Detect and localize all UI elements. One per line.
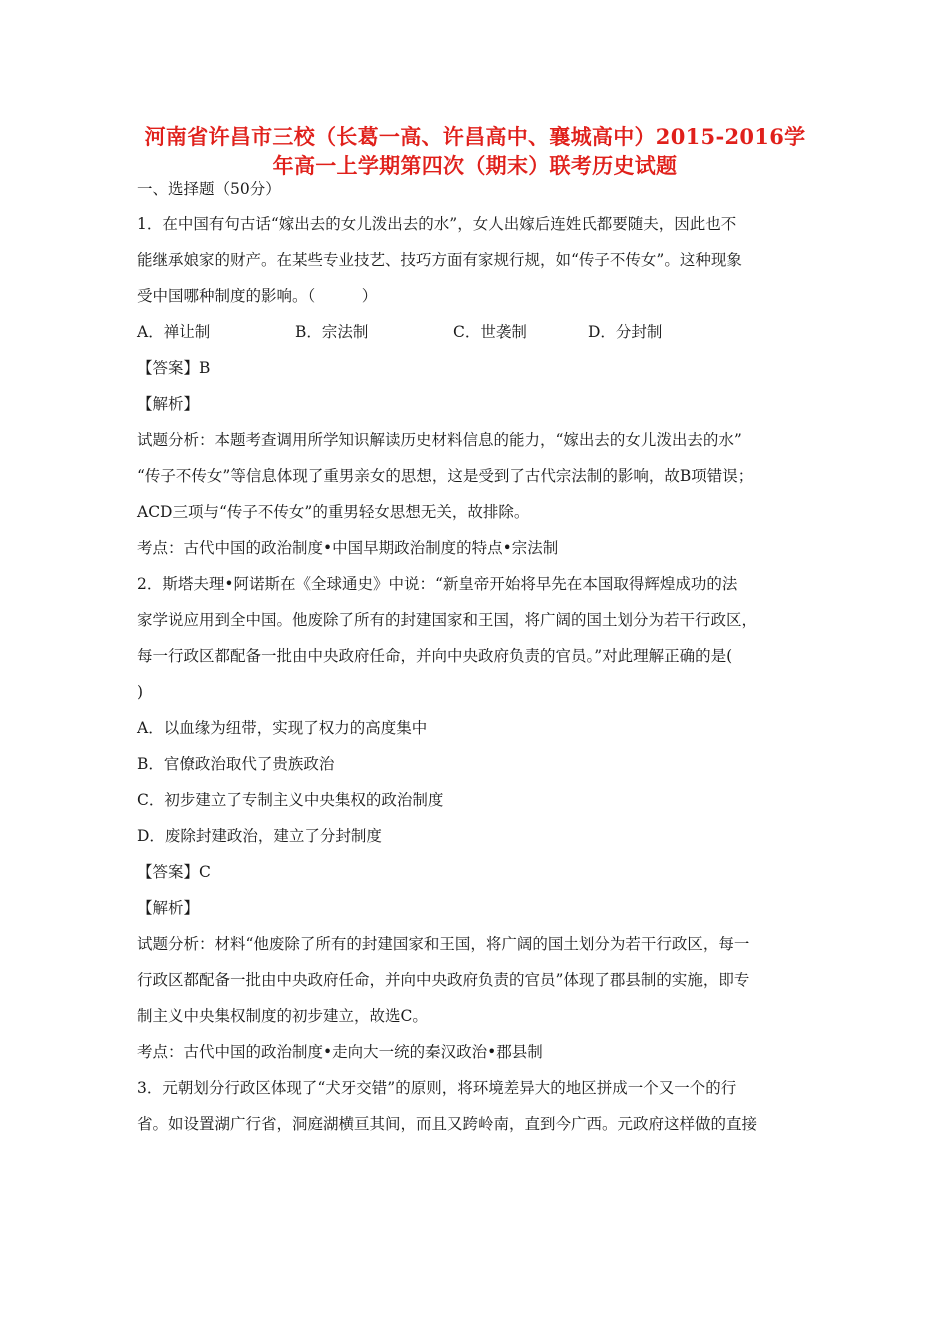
section-heading: 一、选择题（50分） xyxy=(137,180,281,198)
q3-stem-line-2: 省。如设置湖广行省，洞庭湖横亘其间，而且又跨岭南，直到今广西。元政府这样做的直接 xyxy=(137,1115,758,1133)
title-line-1: 河南省许昌市三校（长葛一高、许昌高中、襄城高中）2015-2016学 xyxy=(144,124,806,149)
q2-answer: 【答案】C xyxy=(137,863,211,881)
q3-stem-line-1: 3．元朝划分行政区体现了“犬牙交错”的原则，将环境差异大的地区拼成一个又一个的行 xyxy=(137,1079,737,1097)
q2-option-a: A．以血缘为纽带，实现了权力的高度集中 xyxy=(137,719,428,737)
q1-analysis-label: 【解析】 xyxy=(137,395,200,413)
q2-analysis-line-2: 行政区都配备一批由中央政府任命，并向中央政府负责的官员”体现了郡县制的实施，即专 xyxy=(137,971,750,989)
q1-option-b: B．宗法制 xyxy=(295,323,369,341)
title-line-2: 年高一上学期第四次（期末）联考历史试题 xyxy=(272,153,678,178)
q1-analysis-line-1: 试题分析：本题考查调用所学知识解读历史材料信息的能力，“嫁出去的女儿泼出去的水” xyxy=(137,431,742,449)
q1-kaodian: 考点：古代中国的政治制度•中国早期政治制度的特点•宗法制 xyxy=(137,539,559,557)
document-title xyxy=(100,122,850,180)
q2-analysis-label: 【解析】 xyxy=(137,899,200,917)
q1-option-c: C．世袭制 xyxy=(453,323,527,341)
q1-answer: 【答案】B xyxy=(137,359,211,377)
q2-option-c: C．初步建立了专制主义中央集权的政治制度 xyxy=(137,791,444,809)
q1-option-d: D．分封制 xyxy=(588,323,663,341)
q2-option-b: B．官僚政治取代了贵族政治 xyxy=(137,755,335,773)
q2-stem-line-1: 2．斯塔夫理•阿诺斯在《全球通史》中说：“新皇帝开始将早先在本国取得辉煌成功的法 xyxy=(137,575,738,593)
q2-analysis-line-3: 制主义中央集权制度的初步建立，故选C。 xyxy=(137,1007,428,1025)
q2-stem-line-4: ) xyxy=(137,683,144,701)
q2-stem-line-2: 家学说应用到全中国。他废除了所有的封建国家和王国，将广阔的国土划分为若干行政区， xyxy=(137,611,758,629)
q2-analysis-line-1: 试题分析：材料“他废除了所有的封建国家和王国，将广阔的国土划分为若干行政区，每一 xyxy=(137,935,750,953)
q1-stem-line-1: 1．在中国有句古话“嫁出去的女儿泼出去的水”，女人出嫁后连姓氏都要随夫，因此也不 xyxy=(137,215,737,233)
q2-stem-line-3: 每一行政区都配备一批由中央政府任命，并向中央政府负责的官员。”对此理解正确的是( xyxy=(137,647,733,665)
q1-analysis-line-2: “传子不传女”等信息体现了重男亲女的思想，这是受到了古代宗法制的影响，故B项错误； xyxy=(137,467,754,485)
q2-option-d: D．废除封建政治，建立了分封制度 xyxy=(137,827,382,845)
q1-stem-line-2: 能继承娘家的财产。在某些专业技艺、技巧方面有家规行规，如“传子不传女”。这种现象 xyxy=(137,251,742,269)
q1-analysis-line-3: ACD三项与“传子不传女”的重男轻女思想无关，故排除。 xyxy=(137,503,530,521)
q1-option-a: A．禅让制 xyxy=(137,323,211,341)
q2-kaodian: 考点：古代中国的政治制度•走向大一统的秦汉政治•郡县制 xyxy=(137,1043,543,1061)
q1-stem-line-3: 受中国哪种制度的影响。（ ） xyxy=(137,287,378,305)
